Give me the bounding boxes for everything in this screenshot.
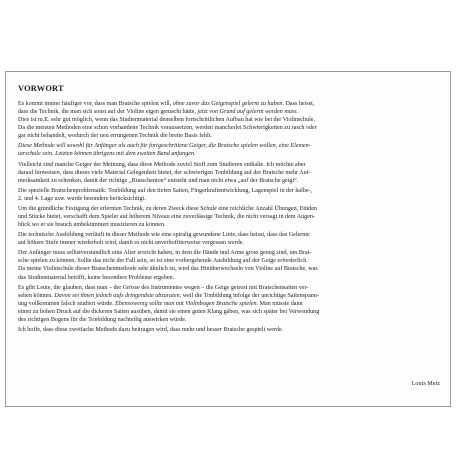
text-segment: Davon sei ihnen jedoch aufs dringendste abzuraten, xyxy=(54,292,182,299)
text-line xyxy=(18,221,445,229)
preface-paragraph xyxy=(18,187,445,203)
text-line xyxy=(18,316,445,324)
text-line xyxy=(18,300,445,308)
text-line xyxy=(18,265,445,273)
preface-paragraph xyxy=(18,249,445,281)
text-segment: Um die gründliche Festigung der erlernten Technik, zu deren Zweck diese Schule eine reichliche Anzahl Übungen, Etüden xyxy=(18,205,317,212)
text-segment: einen zu hohen Druck auf die dickeren Saiten ausüben, damit sie einen guten Klang gäben, was sich später bei Verwendung xyxy=(18,308,320,315)
preface-paragraph xyxy=(18,205,445,229)
text-segment: ohne zuvor das Geigenspiel gelernt zu haben. xyxy=(172,101,284,107)
text-line xyxy=(18,326,445,334)
text-line xyxy=(18,231,445,239)
text-segment: Dass heisst, xyxy=(283,101,315,107)
text-line xyxy=(18,308,445,316)
text-segment: Es gibt Leute, die glauben, dass man – der Grösse des Instrumentes wegen – die Geige getrost mit Bratschensaiten ver- xyxy=(18,284,309,291)
text-line xyxy=(18,132,445,140)
preface-body xyxy=(18,100,445,336)
text-segment: weil die Tonbildung infolge der unrichtige Saitenspann- xyxy=(181,292,319,299)
text-segment: Vielleicht sind manche Geiger der Meinung, dass diese Methode zuviel Stoff zum Studieren enthalte. Ich möchte aber xyxy=(18,161,306,168)
text-segment: blick wo er sie brauch umbekümmert musizieren zu können. xyxy=(18,222,166,229)
text-line xyxy=(18,124,445,132)
text-line xyxy=(18,100,445,108)
text-segment: Es kommt immer häufiger vor, dass man Bratsche spielen will, xyxy=(18,101,173,107)
text-line xyxy=(18,169,445,177)
text-line xyxy=(18,249,445,257)
text-segment: gar nicht behandelt, wodurch der neu errungenen Technik die breite Basis fehlt. xyxy=(18,133,212,140)
text-line xyxy=(18,257,445,265)
preface-paragraph xyxy=(18,100,445,140)
text-segment: Ich hoffe, dass diese zweifache Methode dazu beitragen wird, dass mehr und besser Bratsche gespielt werde. xyxy=(18,326,284,333)
text-segment: auf höhere Stufe immer wiederholt wird, damit es nicht unverhofftterweise vergessen werde. xyxy=(18,240,245,247)
text-line xyxy=(18,205,445,213)
text-line xyxy=(18,177,445,185)
text-segment: Die spezielle Bratschenproblematik: Tonbildung auf den tiefen Saiten, Fingerkraftentwicklung, Lagenspiel in der halbe-, xyxy=(18,187,313,194)
text-line xyxy=(18,292,445,300)
text-line xyxy=(18,284,445,292)
preface-paragraph xyxy=(18,326,445,334)
preface-paragraph xyxy=(18,284,445,324)
text-segment: jetzt von Grund auf gelernt werden muss. xyxy=(197,109,299,116)
text-segment: Der Anfänger muss selbstverständlich eine Alter erreicht haben, in dem die Hände und Arme gross genug sind, um Brat- xyxy=(18,250,312,257)
author-signature: Louis Metz xyxy=(411,380,440,387)
text-segment: merksamkeit zu schenken, damit der richtige „Bratschenton“ entsteht und man nicht etwa „auf der Bratsche geigt“. xyxy=(18,177,299,184)
text-segment: ung vollkommen falsch studiert würde. xyxy=(18,300,116,307)
text-segment: sehen können. xyxy=(18,292,55,299)
text-segment: 2. und 4. Lage usw. wurde besonders berücksichtigt. xyxy=(18,195,146,202)
text-segment: Man müsste dann xyxy=(258,300,303,307)
text-segment: Da meine Violinschule dieser Bratschenmethode sehr ähnlich ist, wird das Hinüberwechseln von Violine auf Bratsche, was xyxy=(18,266,318,273)
text-segment: das Studienmaterial betrifft, keine besondere Probleme ergeben. xyxy=(18,274,175,281)
text-segment: darauf hinweisen, dass dieses viele Material Gelegenheit bietet, der schwierigen Tonbildung auf der Bratsche mehr Auf- xyxy=(18,169,311,176)
text-line xyxy=(18,274,445,282)
text-line xyxy=(18,213,445,221)
text-line xyxy=(18,150,445,158)
text-segment: und Stücke bietet, verschafft dem Spieler auf höherem Niveau eine zuverlässige Technik, die nicht versagt in dem Augen- xyxy=(18,213,315,220)
preface-paragraph xyxy=(18,161,445,185)
text-segment: Dies ist m.E. sehr gut möglich, wenn das Studienmaterial denselben fortschrittlichen Aufbau hat wie bei der Violinschule. xyxy=(18,117,316,124)
text-line xyxy=(18,161,445,169)
page-title: VORWORT xyxy=(18,84,64,93)
text-line xyxy=(18,108,445,116)
text-line xyxy=(18,239,445,247)
text-line xyxy=(18,116,445,124)
text-line xyxy=(18,142,445,150)
text-segment: tarschule sein. Letzten können übrigens mit dem zweiten Band anfangen. xyxy=(18,151,196,158)
text-segment: Diese Methode will sowohl für Anfänger als auch für fortgeschrittene Geiger, die Bratsche spielen wollen, eine Elemen- xyxy=(18,143,311,150)
text-segment: sche spielen zu können. Sollte das nicht der Fall sein, so ist eine vorhergehende Ausbildung auf der Geige erforderlich. xyxy=(18,258,308,265)
text-segment: Die technische Ausbildung verläuft in dieser Methode wie eine spiralig gewundene Linie, dass heisst, dass das Gelernte xyxy=(18,232,310,239)
text-segment: Ebensowenig sollte man mit Violinbogen Bratsche spielen. xyxy=(115,300,259,307)
text-segment: Da die meisten Methoden eine schon vorhandene Technik voraussetzen, werden mancherlei Schwierigkeiten zu rasch oder xyxy=(18,125,317,132)
preface-paragraph xyxy=(18,231,445,247)
text-segment: dass die Technik, die man sich sonst auf der Violine eigen gemacht hätte, xyxy=(18,109,198,116)
preface-paragraph xyxy=(18,142,445,158)
text-line xyxy=(18,187,445,195)
text-line xyxy=(18,195,445,203)
text-segment: des richtigen Bogens für die Tonbildung nachteilig auswirken würde. xyxy=(18,316,187,323)
